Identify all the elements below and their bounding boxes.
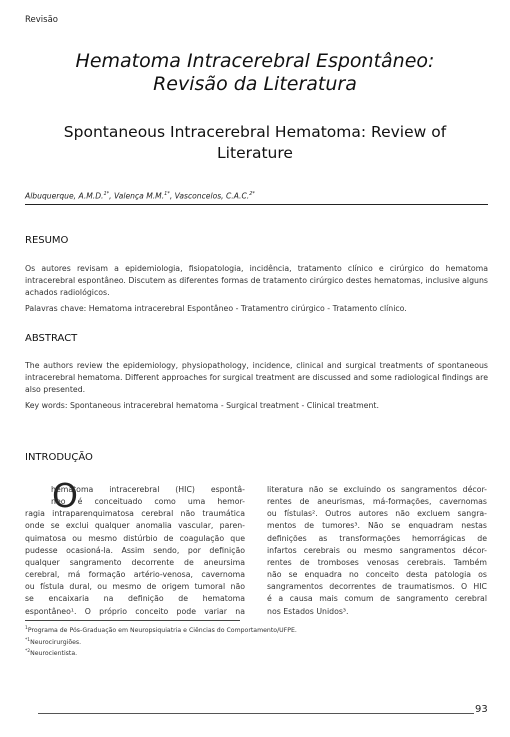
footnote-3 (25, 647, 297, 659)
author-1-affiliation: 1* (103, 191, 110, 197)
intro-right-line: infartos cerebrais ou mesmo sangramentos décor- (267, 545, 487, 555)
footnote-1-text: Programa de Pós-Graduação em Neuropsiquiatria e Ciências do Comportamento/UFPE. (27, 627, 297, 635)
abstract-heading: ABSTRACT (25, 333, 78, 344)
footnote-3-marker: *2 (25, 649, 31, 655)
author-3: , Vasconcelos, C.A.C. (169, 191, 250, 201)
resumo-body: Os autores revisam a epidemiologia, fisiopatologia, incidência, tratamento clínico e cirúrgico do hematoma intracerebral espontâneo. Discutem as diferentes formas de tratamento cirúrgico destes hematomas, inclusive alguns achados radiológicos. (25, 264, 488, 298)
intro-left-line: qualquer sangramento decorrente de aneursima (25, 557, 245, 567)
title-pt-line-2: Revisão da Literatura (153, 73, 357, 95)
footnote-1-marker: 1 (25, 626, 28, 631)
title-en-line-2: Literature (217, 144, 293, 162)
footnote-1 (25, 624, 297, 636)
intro-left-line: ou fístula dural, ou mesmo de origem tumoral não (25, 582, 245, 592)
intro-left-line: neo é conceituado como uma hemor- (51, 497, 245, 507)
page-footer-rule (38, 713, 474, 714)
title-pt-line-1: Hematoma Intracerebral Espontâneo: (75, 50, 435, 72)
resumo-keywords (25, 303, 488, 315)
title-portuguese (0, 50, 510, 96)
footnote-2 (25, 636, 297, 648)
intro-column-right (267, 484, 487, 618)
footnote-2-marker: *1 (25, 637, 31, 643)
intro-column-left (25, 484, 245, 618)
author-2: , Valença M.M. (109, 191, 165, 201)
intro-left-line: ragia intraparenquimatosa cerebral não traumática (25, 509, 245, 519)
header-divider (25, 204, 488, 205)
intro-right-line: mentos de tumores³. Não se enquadram nestas (267, 521, 487, 531)
abstract-keywords-text: Spontaneous intracerebral hematoma - Surgical treatment - Clinical treatment. (67, 401, 379, 410)
footnote-2-text: Neurocirurgiões. (30, 638, 82, 646)
page-number: 93 (475, 704, 488, 715)
footnotes (25, 624, 297, 659)
resumo-keywords-text: Hematoma intracerebral Espontâneo - Tratamentro cirúrgico - Tratamento clínico. (86, 304, 407, 313)
intro-left-line: onde se exclui qualquer anomalia vascular, paren- (25, 521, 245, 531)
intro-right-line: literatura não se excluindo os sangramentos décor- (267, 485, 487, 494)
author-2-affiliation: 1* (164, 191, 170, 197)
abstract-keywords-label: Key words: (25, 401, 68, 410)
intro-right-line: definições as transformações hemorrágicas de (267, 533, 487, 543)
title-en-line-1: Spontaneous Intracerebral Hematoma: Review of (63, 123, 447, 141)
intro-left-line: cerebral, má formação artério-venosa, cavernoma (25, 570, 245, 580)
footnote-divider (25, 620, 240, 621)
intro-left-line: se encaixaria na definição de hematoma (25, 594, 245, 604)
intro-right-line: nos Estados Unidos³. (267, 606, 349, 616)
intro-left-line: pudesse ocasioná-la. Assim sendo, por definição (25, 545, 245, 555)
intro-left-line: hematoma intracerebral (HIC) espontâ- (51, 485, 245, 494)
drop-cap: O (52, 476, 78, 515)
intro-left-line: espontâneo¹. O próprio conceito pode variar na (25, 606, 245, 616)
resumo-keywords-label: Palavras chave: (25, 304, 87, 313)
abstract-keywords (25, 400, 488, 412)
intro-right-line: não se enquadra no conceito desta patologia os (267, 570, 487, 580)
footnote-3-text: Neurocientista. (30, 650, 78, 658)
intro-right-line: rentes de aneurismas, má-formações, cavernomas (267, 497, 487, 507)
introduction-heading: INTRODUÇÃO (25, 452, 93, 463)
author-3-affiliation: 2* (249, 191, 255, 197)
abstract-body: The authors review the epidemiology, physiopathology, incidence, clinical and surgical treatments of spontaneous intracerebral hematoma. Different approaches for surgical treatment are discussed and some radiological findings are also presented. (25, 361, 488, 395)
title-english (0, 122, 510, 164)
intro-right-line: rentes de tromboses venosas cerebrais. Também (267, 557, 487, 567)
author-1: Albuquerque, A.M.D. (25, 191, 104, 201)
intro-right-line: ou fístulas². Outros autores não excluem sangra- (267, 509, 487, 519)
section-label: Revisão (25, 15, 58, 25)
intro-left-line: quimatosa ou mesmo distúrbio de coagulação que (25, 533, 245, 543)
author-line (25, 191, 255, 201)
resumo-heading: RESUMO (25, 235, 69, 246)
intro-right-line: sangramentos decorrentes de traumatismos. O HIC (267, 582, 487, 592)
intro-right-line: é a causa mais comum de sangramento cerebral (267, 594, 487, 604)
